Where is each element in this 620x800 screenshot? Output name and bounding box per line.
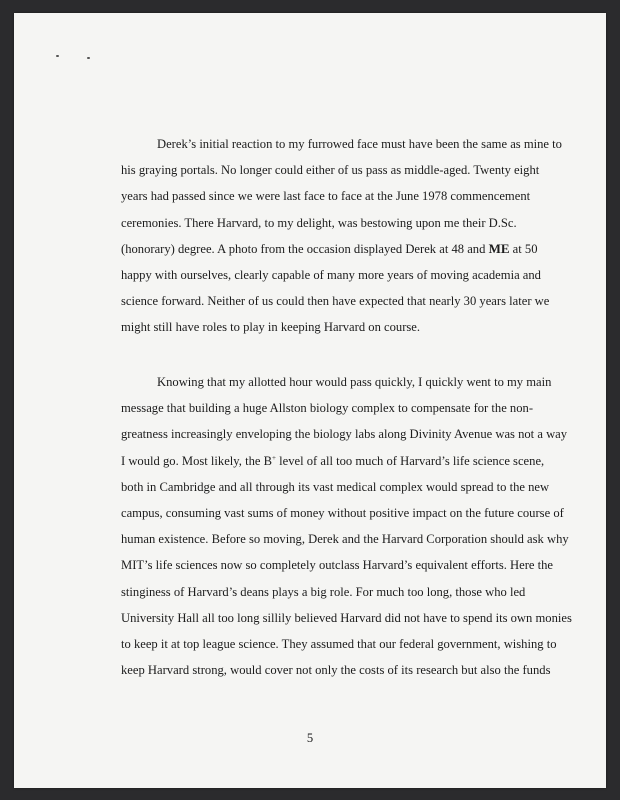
text-line: Knowing that my allotted hour would pass quickly, I quickly went to my main <box>157 375 552 389</box>
text-line: University Hall all too long sillily believed Harvard did not have to spend its own monies <box>121 610 572 625</box>
speck-mark <box>56 55 59 57</box>
text-line: might still have roles to play in keeping Harvard on course. <box>121 320 421 335</box>
paragraph-1 <box>121 131 562 341</box>
text-line: happy with ourselves, clearly capable of many more years of moving academia and <box>121 268 541 283</box>
superscript-plus: + <box>272 453 276 462</box>
paragraph-2 <box>121 369 572 683</box>
text-line: human existence. Before so moving, Derek and the Harvard Corporation should ask why <box>121 532 569 547</box>
text-line: (honorary) degree. A photo from the occasion displayed Derek at 48 and ME at 50 <box>121 240 538 256</box>
text-line: Derek’s initial reaction to my furrowed face must have been the same as mine to <box>157 137 562 151</box>
text-line: campus, consuming vast sums of money without positive impact on the future course of <box>121 506 564 521</box>
text-line: science forward. Neither of us could then have expected that nearly 30 years later we <box>121 294 550 309</box>
text-line: MIT’s life sciences now so completely outclass Harvard’s equivalent efforts. Here the <box>121 558 554 573</box>
text-line: ceremonies. There Harvard, to my delight, was bestowing upon me their D.Sc. <box>121 215 517 230</box>
bold-me: ME <box>488 240 510 256</box>
text-line: his graying portals. No longer could either of us pass as middle-aged. Twenty eight <box>121 163 540 178</box>
scan-specks <box>56 53 96 61</box>
text-line: message that building a huge Allston biology complex to compensate for the non- <box>121 401 534 416</box>
text-line: greatness increasingly enveloping the biology labs along Divinity Avenue was not a way <box>121 427 568 442</box>
text-line: I would go. Most likely, the B+ level of all too much of Harvard’s life science scene, <box>121 453 545 468</box>
document-page <box>14 13 606 788</box>
page-number: 5 <box>306 731 314 745</box>
text-line: to keep it at top league science. They assumed that our federal government, wishing to <box>121 637 557 652</box>
speck-mark <box>87 57 90 59</box>
text-line: stinginess of Harvard’s deans plays a big role. For much too long, those who led <box>121 584 526 599</box>
text-line: years had passed since we were last face to face at the June 1978 commencement <box>121 189 531 204</box>
text-line: keep Harvard strong, would cover not only the costs of its research but also the funds <box>121 663 551 678</box>
text-line: both in Cambridge and all through its vast medical complex would spread to the new <box>121 479 550 494</box>
